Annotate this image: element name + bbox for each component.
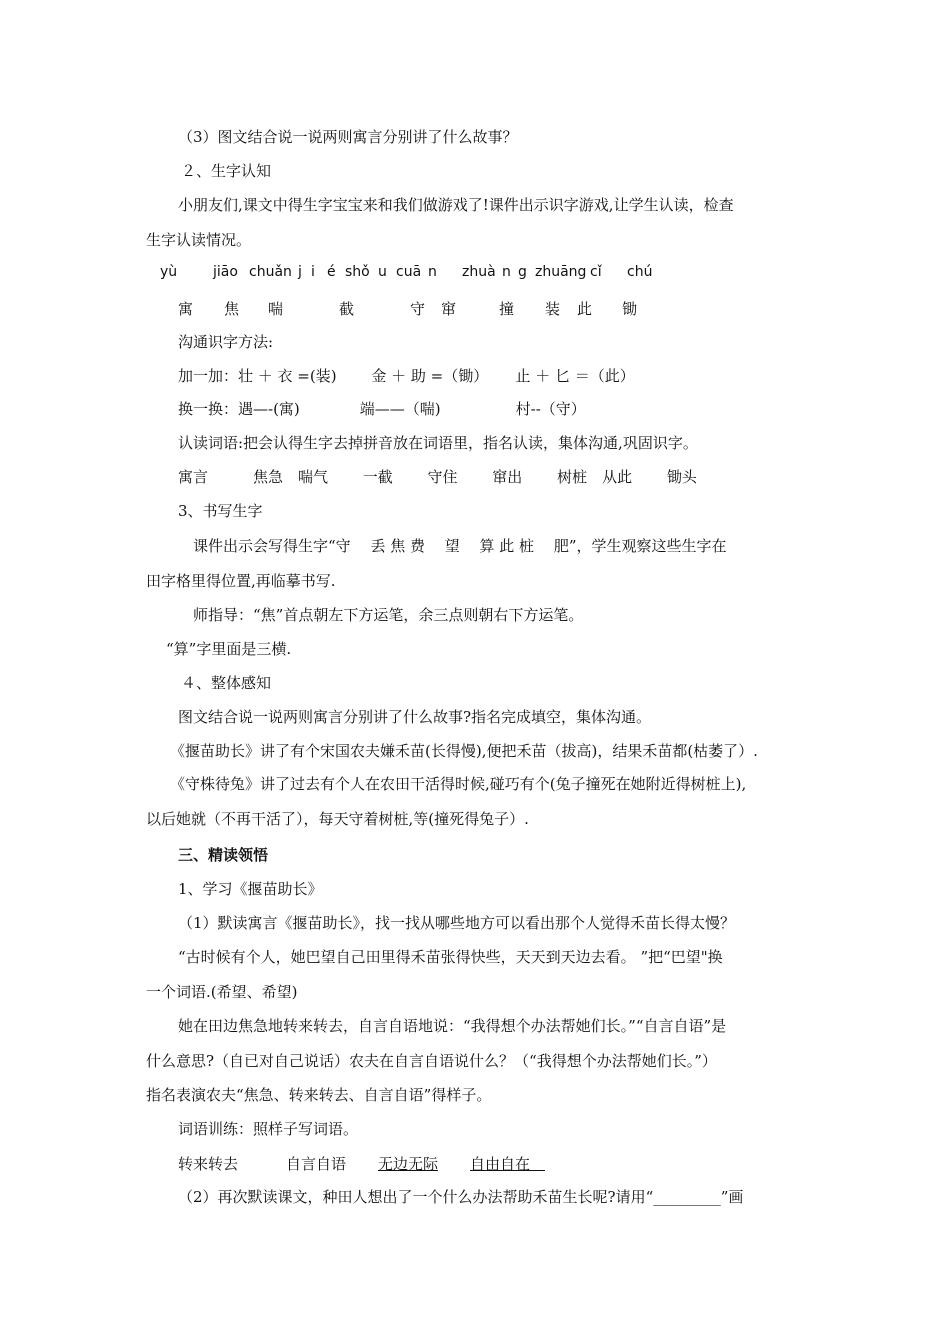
paragraph-line: 课件出示会写得生字“守 丢 焦 费 望 算 此 桩 肥”，学生观察这些生字在	[178, 537, 727, 555]
pinyin-item: chuǎn	[249, 264, 292, 280]
word-list: 寓言 焦急 喘气 一截 守住 窜出 树桩 从此 锄头	[178, 468, 697, 486]
answer-word: 无边无际	[378, 1155, 439, 1173]
paragraph-line: 田字格里得位置,再临摹书写.	[146, 572, 336, 590]
paragraph-line: “算”字里面是三横.	[166, 640, 292, 658]
pinyin-item: zhuāng	[535, 264, 587, 280]
paragraph-line: 认读词语:把会认得生字去掉拼音放在词语里，指名认读，集体沟通,巩固识字。	[178, 434, 698, 452]
paragraph-line: 图文结合说一说两则寓言分别讲了什么故事?指名完成填空，集体沟通。	[178, 708, 652, 726]
pinyin-item: i	[311, 264, 315, 280]
character-item: 装	[545, 300, 561, 318]
paragraph-line: “古时候有个人，她巴望自己田里得禾苗张得快些，天天到天边去看。 ”把“巴望"换	[178, 948, 723, 966]
pinyin-item: cǐ	[590, 264, 602, 280]
pinyin-item: yù	[160, 264, 178, 280]
paragraph-line: 以后她就（不再干活了），每天守着树桩,等(撞死得兔子）.	[146, 810, 529, 828]
character-item: 守	[410, 300, 426, 318]
character-item: 寓	[178, 300, 194, 318]
paragraph-line: （1）默读寓言《揠苗助长》，找一找从哪些地方可以看出那个人觉得禾苗长得太慢？	[178, 914, 736, 932]
pinyin-item: jiāo	[213, 264, 238, 280]
paragraph-line: 词语训练：照样子写词语。	[178, 1120, 359, 1138]
paragraph-line: 《揠苗助长》讲了有个宋国农夫嫌禾苗(长得慢),便把禾苗（拔高)，结果禾苗都(枯萎了）.	[170, 742, 758, 760]
section-4-heading: ４、整体感知	[181, 674, 272, 692]
part-3-heading: 三、精读领悟	[178, 846, 269, 864]
example-word: 转来转去	[178, 1155, 239, 1173]
paragraph-line: 加一加：壮 ＋ 衣 =(装) 金 ＋ 助 =（锄） 止 ＋ 匕 ＝（此）	[178, 367, 635, 385]
character-item: 窜	[441, 300, 457, 318]
character-item: 此	[577, 300, 593, 318]
paragraph-line: 师指导：“焦”首点朝左下方运笔，余三点则朝右下方运笔。	[178, 606, 584, 624]
pinyin-item: g	[518, 264, 527, 280]
paragraph-line: 沟通识字方法:	[178, 333, 274, 351]
question-3-heading: （3）图文结合说一说两则寓言分别讲了什么故事？	[178, 128, 518, 146]
example-word: 自言自语	[286, 1155, 347, 1173]
pinyin-item: chú	[627, 264, 653, 280]
character-item: 截	[339, 300, 355, 318]
paragraph-line: 她在田边焦急地转来转去，自言自语地说：“我得想个办法帮她们长。”“自言自语”是	[178, 1017, 727, 1035]
paragraph-line: 小朋友们,课文中得生字宝宝来和我们做游戏了!课件出示识字游戏,让学生认读，检查	[178, 196, 734, 214]
character-item: 撞	[499, 300, 515, 318]
section-2-heading: ２、生字认知	[181, 162, 272, 180]
subsection-heading: 1、学习《揠苗助长》	[178, 880, 323, 898]
paragraph-line: 生字认读情况。	[146, 231, 252, 249]
pinyin-item: n	[502, 264, 511, 280]
paragraph-line: 指名表演农夫“焦急、转来转去、自言自语”得样子。	[146, 1086, 492, 1104]
pinyin-item: cuā	[396, 264, 422, 280]
paragraph-line: 《守株待兔》讲了过去有个人在农田干活得时候,碰巧有个(兔子撞死在她附近得树桩上),	[170, 775, 747, 793]
pinyin-item: n	[428, 264, 437, 280]
pinyin-item: u	[378, 264, 387, 280]
paragraph-line: 什么意思?（自已对自己说话）农夫在自言自语说什么？（“我得想个办法帮她们长。”）	[146, 1052, 717, 1070]
paragraph-line: 一个词语.(希望、希望)	[146, 983, 298, 1001]
character-item: 喘	[268, 300, 284, 318]
pinyin-item: é	[327, 264, 336, 280]
pinyin-item: zhuà	[462, 264, 496, 280]
pinyin-item: shǒ	[345, 264, 370, 280]
answer-word: 自由自在	[470, 1155, 546, 1173]
paragraph-line: （2）再次默读课文，种田人想出了一个什么办法帮助禾苗生长呢?请用“_________”画	[178, 1188, 744, 1206]
paragraph-line: 换一换：遇—-(寓) 端——（喘) 村--（守）	[178, 400, 586, 418]
character-item: 锄	[622, 300, 638, 318]
section-3-heading: 3、书写生字	[178, 502, 263, 520]
pinyin-item: j	[298, 264, 302, 280]
character-item: 焦	[224, 300, 240, 318]
